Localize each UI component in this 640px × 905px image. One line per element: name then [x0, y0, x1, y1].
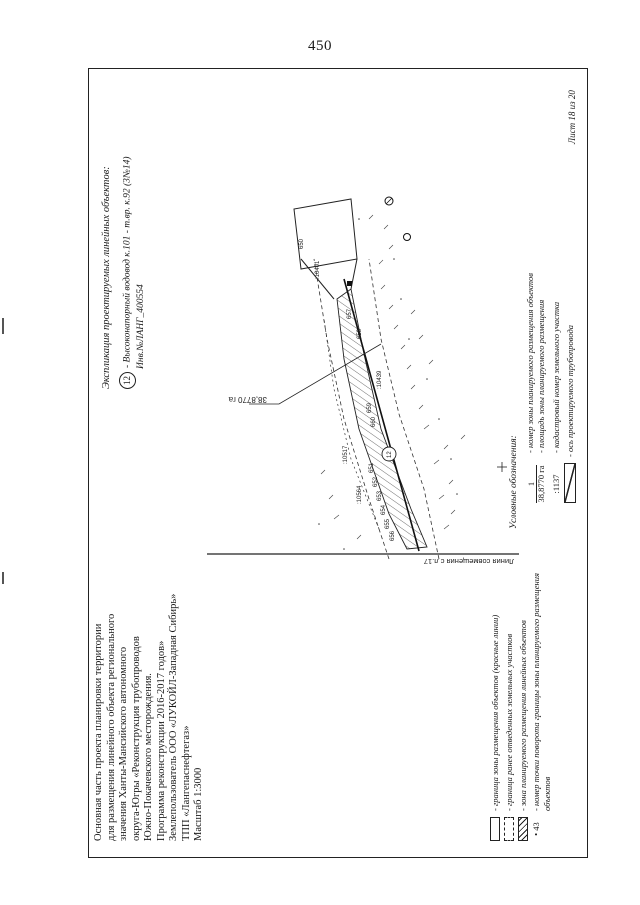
- page-number: 450: [308, 38, 332, 54]
- turning-point-label: 650: [299, 238, 305, 249]
- scale-line: Масштаб 1:3000: [193, 767, 204, 841]
- legend-text-group: [525, 273, 547, 453]
- zone-code-top: 1: [527, 466, 537, 503]
- explication-inventory: Инв.№ЛАНГ_400554: [136, 284, 146, 369]
- planned-zone-symbol: [518, 817, 528, 841]
- well-marker: [404, 234, 411, 241]
- explication-title: Экспликация проектируемых линейных объектов:: [101, 166, 112, 389]
- title-line: Южно-Покачевского месторождения.: [143, 673, 154, 841]
- turning-point-label: 652: [373, 476, 379, 487]
- turning-point-label: 656: [390, 530, 396, 541]
- turning-point-label: 654: [381, 504, 387, 515]
- legend-text: - номер точки поворота границы зоны планируемого размещения объектов: [531, 573, 552, 811]
- parcel-label: :10439: [377, 370, 383, 389]
- legend-text: - кадастровый номер земельного участка: [551, 301, 561, 453]
- zone-area-label: 38,8770 га: [228, 395, 267, 404]
- parcel-label: :10564: [357, 485, 363, 504]
- pipeline-axis-symbol: [564, 463, 576, 503]
- drawing-sheet: [88, 68, 588, 858]
- turning-point-symbol: • 43: [531, 822, 541, 836]
- legend-item: [531, 541, 555, 841]
- parcel-boundary-symbol: [504, 817, 514, 841]
- legend-item: [564, 209, 576, 509]
- parcel-label: :10517: [343, 445, 349, 464]
- turning-point-label: 653: [377, 490, 383, 501]
- sheet-content: [89, 69, 589, 859]
- zone-code-bottom: 38,8770 га: [535, 465, 546, 503]
- legend-title: Условные обозначения:: [509, 435, 519, 529]
- turning-point-label: 655: [385, 518, 391, 529]
- well-marker: [347, 281, 352, 286]
- sheet-number: Лист 18 из 20: [567, 90, 577, 144]
- title-line: Землепользователь ООО «ЛУКОЙЛ-Западная Сибирь»: [168, 593, 179, 841]
- turning-point-label: 657: [347, 308, 353, 319]
- legend-left-column: [489, 541, 557, 841]
- title-line: ТПП «Лангепаснефтегаз»: [180, 725, 192, 841]
- title-line: для размещения линейного объекта регионального: [105, 613, 117, 841]
- zone-boundary-symbol: [490, 817, 500, 841]
- binding-mark: [2, 318, 4, 334]
- zone-number-circle: 12: [119, 372, 136, 389]
- legend-text: - зона планируемого размещения линейных объектов: [518, 620, 528, 811]
- turning-point-label: 658: [357, 328, 363, 339]
- title-line: округа-Югры «Реконструкция трубопроводов: [130, 636, 142, 841]
- legend-item: [517, 541, 529, 841]
- turning-point-label: 651: [369, 462, 375, 473]
- title-line: значения Ханты-Мансийского автономного: [118, 646, 129, 841]
- zone-code-symbol: [527, 459, 546, 509]
- legend-item: [550, 209, 562, 509]
- legend-item: [503, 541, 515, 841]
- legend-text: - граница зоны размещения объектов (красные линии): [490, 614, 500, 811]
- binding-mark: [2, 572, 4, 584]
- legend-right-column: [524, 209, 578, 509]
- well-marker: [386, 198, 392, 204]
- parcel-10401: [294, 199, 357, 269]
- title-line: Основная часть проекта планировки территории: [93, 623, 104, 841]
- parcel-label: :10401: [315, 260, 321, 279]
- legend-item: [524, 209, 548, 509]
- legend-item: [489, 541, 501, 841]
- zone-number-label: 12: [387, 451, 393, 458]
- turning-point-label: 660: [371, 416, 377, 427]
- legend-text: - ось проектируемого трубопровода: [565, 324, 575, 457]
- cadastral-code-symbol: :1137: [550, 474, 561, 494]
- legend-text: - граница ранее отведенных земельных участков: [504, 633, 514, 811]
- title-line: Программа реконструкции 2016-2017 годов»: [155, 640, 167, 841]
- explication-item-text: - Высоконапорный водовод к.101 - т.вр. к.92 (3№14): [122, 156, 133, 368]
- legend-text: - площадь зоны планируемого размещения: [536, 299, 546, 453]
- turning-point-label: 659: [367, 402, 373, 413]
- combination-line-label: Линия совмещения с л.17: [423, 557, 514, 566]
- legend-text: - номер зоны планируемого размещения объектов: [525, 273, 535, 453]
